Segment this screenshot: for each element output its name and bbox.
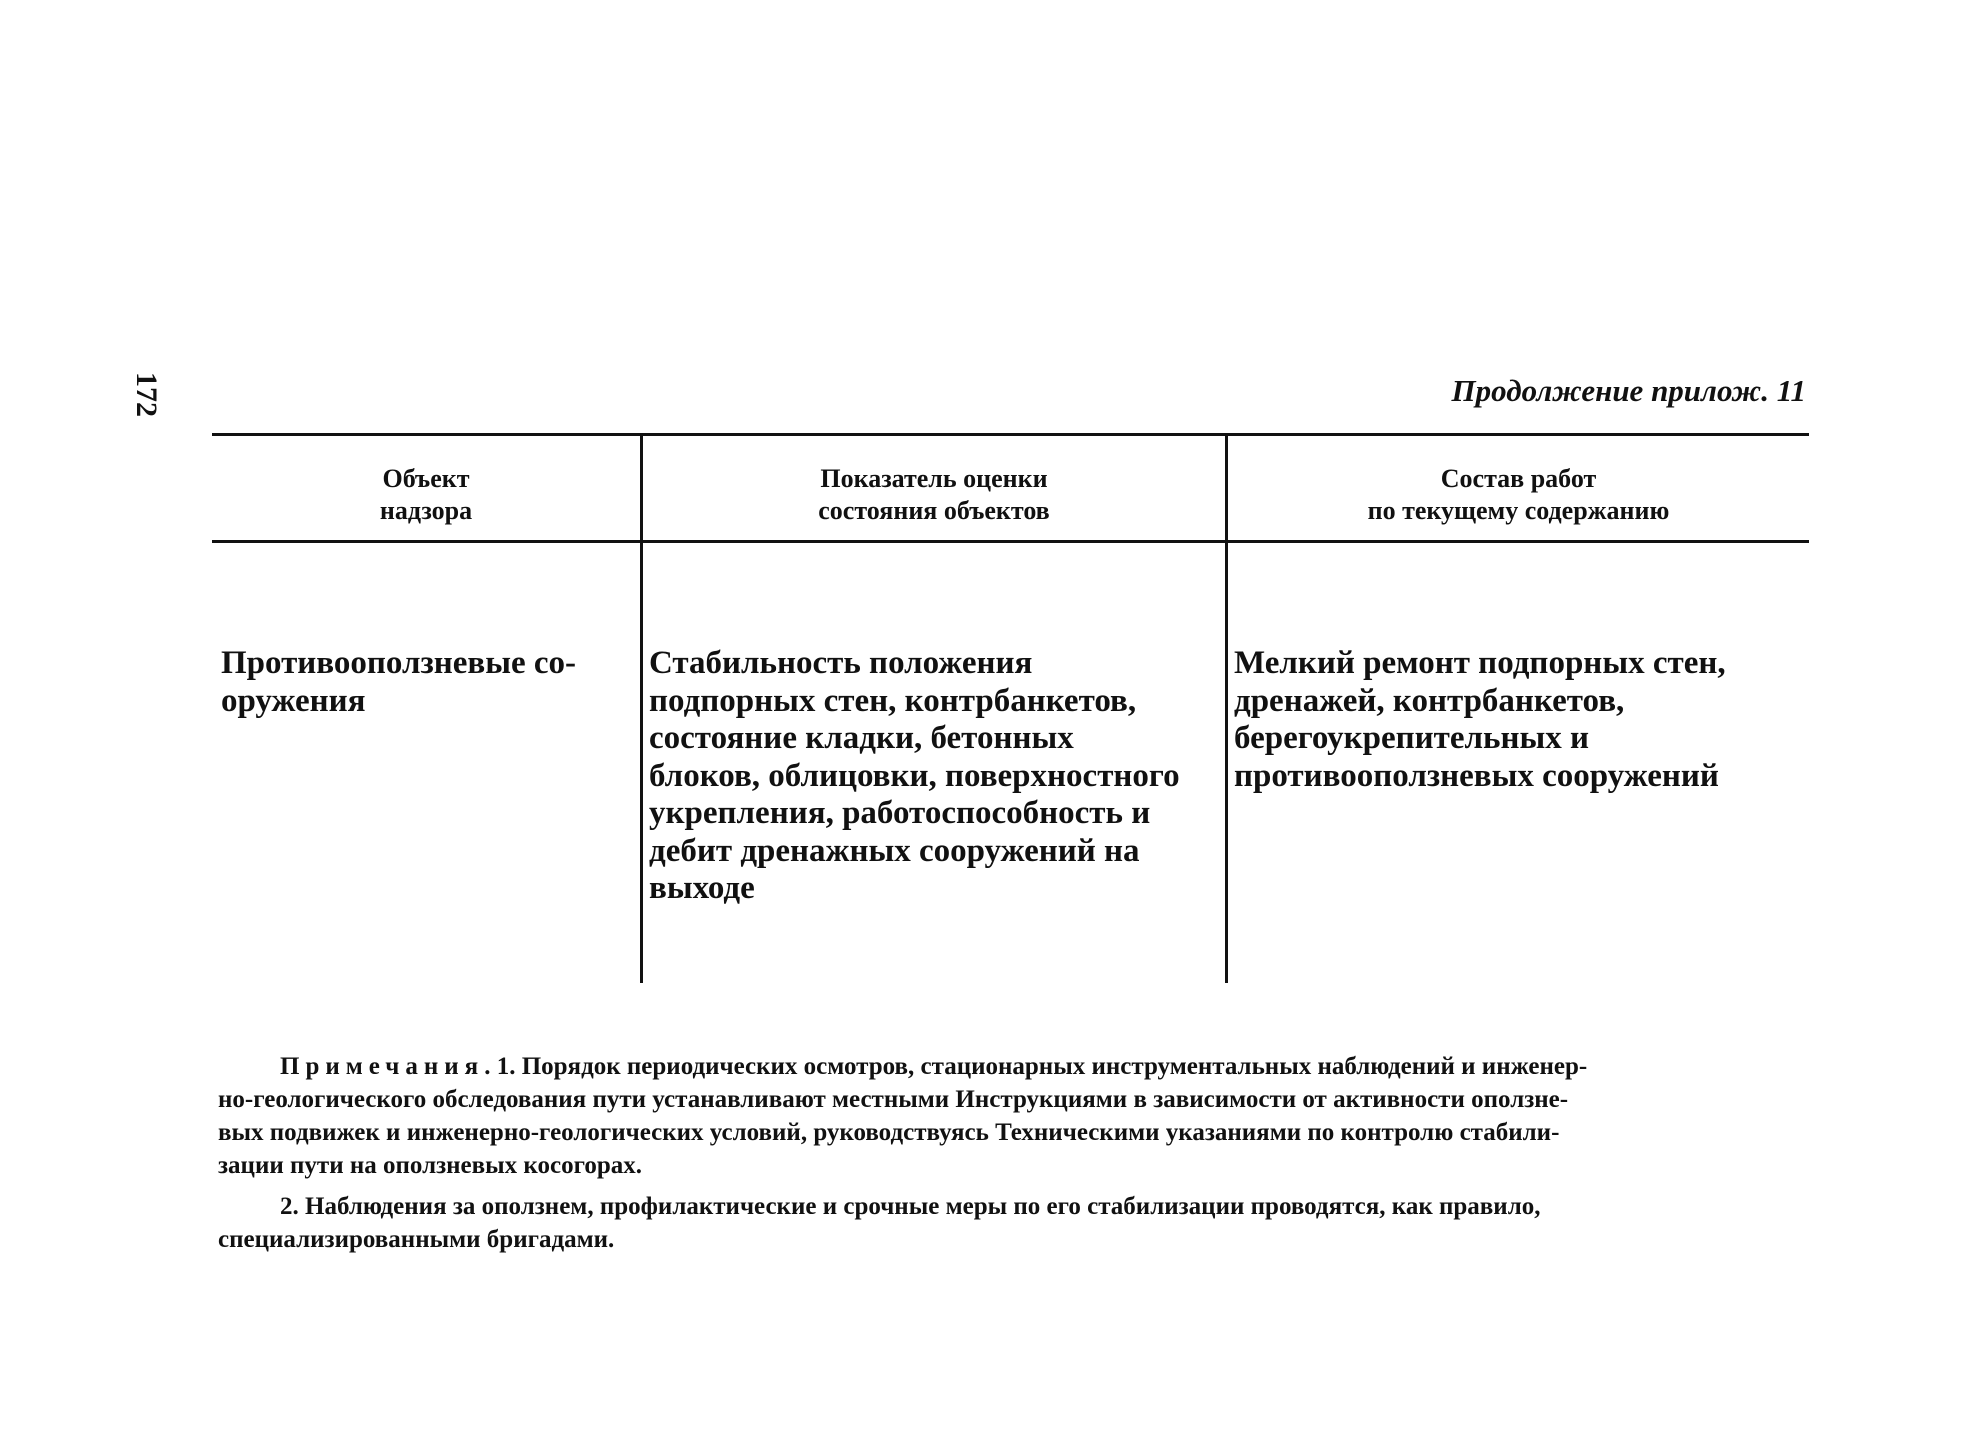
cell-works [1234, 645, 1726, 795]
header-indicator-line: Показатель оценки [820, 464, 1048, 493]
table-header-rule [212, 540, 1809, 543]
cell-indicator [649, 645, 1180, 908]
header-object [212, 463, 640, 527]
continuation-label: Продолжение прилож. 11 [1451, 373, 1806, 408]
note-2 [218, 1190, 1808, 1256]
cell-works-line: Мелкий ремонт подпорных стен, [1234, 645, 1726, 681]
note-2-line: 2. Наблюдения за оползнем, профилактические и срочные меры по его стабилизации проводятся, как правило, [280, 1193, 1541, 1220]
header-works-line: по текущему содержанию [1367, 496, 1670, 525]
cell-object [221, 645, 576, 720]
note-1-line: но-геологического обследования пути устанавливают местными Инструкциями в зависимости от активности оползне- [218, 1086, 1569, 1113]
cell-object-line: оружения [221, 682, 366, 719]
note-1 [218, 1050, 1808, 1182]
cell-works-line: берегоукрепительных и [1234, 720, 1590, 756]
cell-indicator-line: выходе [649, 870, 755, 906]
header-indicator [643, 463, 1225, 527]
cell-works-line: дренажей, контрбанкетов, [1234, 682, 1625, 719]
page-number: 172 [130, 372, 163, 417]
table-top-rule [212, 433, 1809, 436]
note-1-first-line [218, 1050, 1808, 1083]
cell-indicator-line: состояние кладки, бетонных [649, 720, 1074, 756]
note-1-line: вых подвижек и инженерно-геологических условий, руководствуясь Техническими указаниями по контролю стабили- [218, 1119, 1560, 1146]
cell-indicator-line: подпорных стен, контрбанкетов, [649, 682, 1137, 719]
header-indicator-line: состояния объектов [818, 496, 1050, 525]
cell-object-line: Противооползневые со- [221, 645, 577, 681]
cell-indicator-line: дебит дренажных сооружений на [649, 832, 1140, 869]
header-object-line: надзора [379, 496, 473, 525]
note-2-line: специализированными бригадами. [218, 1226, 615, 1253]
cell-indicator-line: Стабильность положения [649, 645, 1033, 681]
note-1-line: зации пути на оползневых косогорах. [218, 1152, 642, 1179]
note-1-first-text: . 1. Порядок периодических осмотров, стационарных инструментальных наблюдений и инженер- [484, 1053, 1588, 1080]
header-object-line: Объект [382, 464, 470, 493]
header-works [1228, 463, 1809, 527]
cell-works-line: противооползневых сооружений [1234, 757, 1719, 794]
cell-indicator-line: укрепления, работоспособность и [649, 795, 1151, 831]
notes-label: Примечания [280, 1053, 485, 1080]
cell-indicator-line: блоков, облицовки, поверхностного [649, 757, 1180, 794]
header-works-line: Состав работ [1440, 464, 1597, 493]
